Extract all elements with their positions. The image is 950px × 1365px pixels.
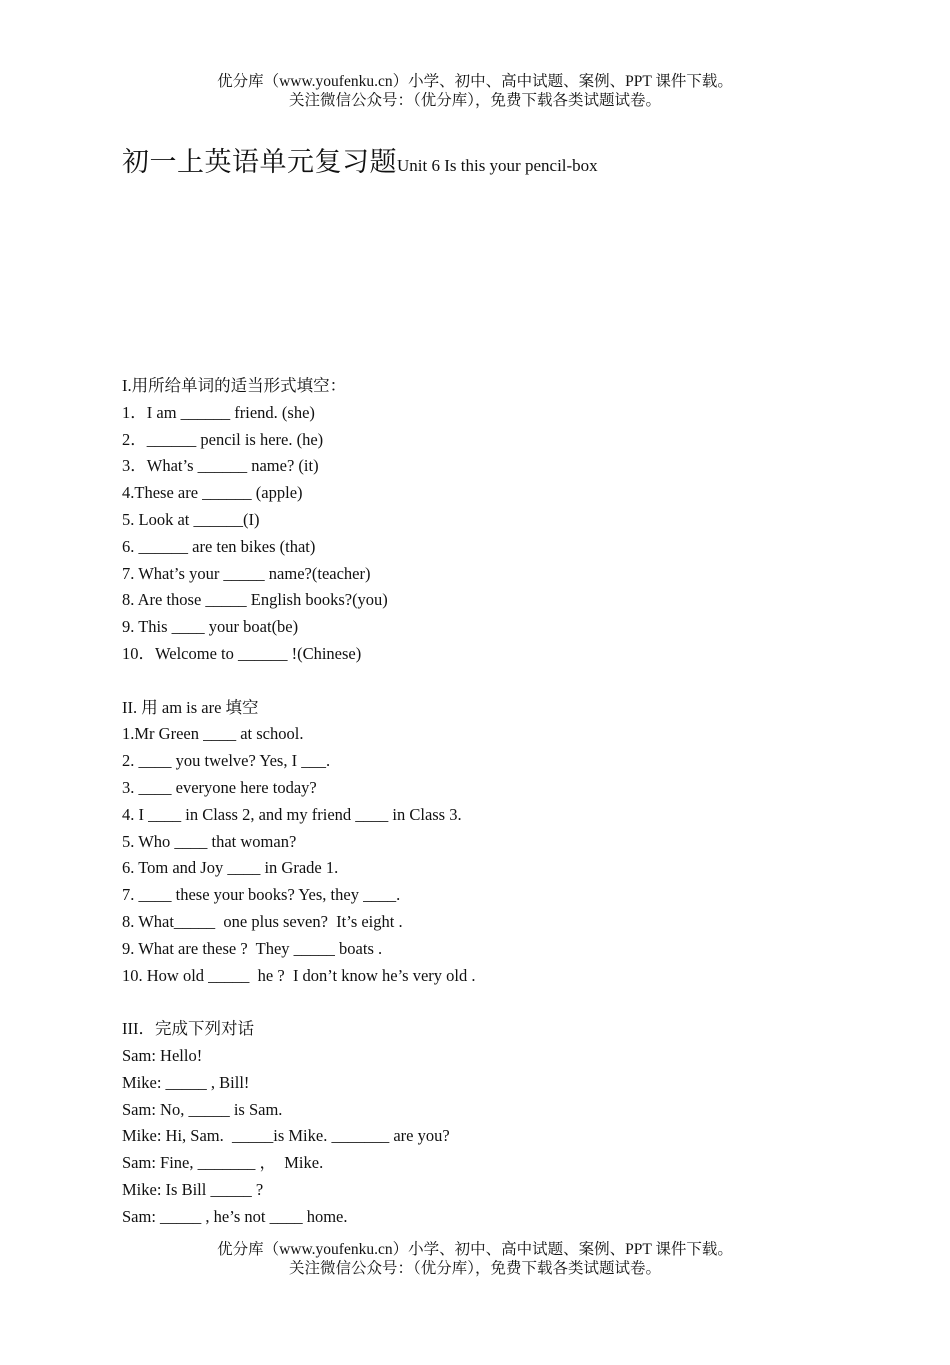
section-spacer [122,989,882,1016]
exercise-item: 2．______ pencil is here. (he) [122,429,324,449]
exercise-item: 4. I ____ in Class 2, and my friend ____ in Class 3. [122,804,462,824]
exercise-item: 1.Mr Green ____ at school. [122,724,304,744]
exercise-item: 9. What are these ? They _____ boats . [122,938,383,958]
exercise-item: 7. ____ these your books? Yes, they ____. [122,885,401,905]
exercise-item: 6. ______ are ten bikes (that) [122,536,316,556]
dialogue-line: Sam: No, _____ is Sam. [122,1099,283,1119]
section-spacer [122,668,882,695]
header-line-2: 关注微信公众号：（优分库），免费下载各类试题试卷。 [288,92,661,109]
exercise-item: 5. Who ____ that woman? [122,831,297,851]
exercise-item: 10．Welcome to ______ !(Chinese) [122,643,362,663]
title-chinese: 初一上英语单元复习题 [122,147,397,177]
exercise-item: 9. This ____ your boat(be) [122,617,299,637]
section-3 [122,1016,882,1230]
exercise-item: 4.These are ______ (apple) [122,483,303,503]
dialogue-line: Mike: Is Bill _____ ? [122,1179,264,1199]
dialogue-line: Mike: Hi, Sam. _____is Mike. _______ are you? [122,1126,450,1146]
exercise-item: 2. ____ you twelve? Yes, I ___. [122,751,331,771]
exercise-item: 8. Are those _____ English books?(you) [122,590,388,610]
section-3-heading: III．完成下列对话 [122,1019,254,1039]
exercise-item: 8. What_____ one plus seven? It’s eight . [122,911,403,931]
exercise-item: 10. How old _____ he ? I don’t know he’s very old . [122,965,476,985]
dialogue-line: Sam: _____ , he’s not ____ home. [122,1206,348,1226]
title-english: Unit 6 Is this your pencil-box [397,156,598,175]
section-2 [122,695,882,990]
exercise-item: 1．I am ______ friend. (she) [122,402,315,422]
header-line-1: 优分库（www.youfenku.cn）小学、初中、高中试题、案例、PPT 课件下载。 [217,73,733,90]
exercise-item: 3. ____ everyone here today? [122,777,317,797]
dialogue-line: Mike: _____ , Bill! [122,1072,250,1092]
dialogue-line: Sam: Fine, _______ ， Mike. [122,1153,324,1173]
exercise-item: 6. Tom and Joy ____ in Grade 1. [122,858,339,878]
page-footer [0,1240,950,1278]
exercise-item: 7. What’s your _____ name?(teacher) [122,563,371,583]
page-header [0,72,950,110]
footer-line-1: 优分库（www.youfenku.cn）小学、初中、高中试题、案例、PPT 课件下载。 [217,1241,733,1258]
document-title [122,140,598,179]
section-1 [122,373,882,668]
dialogue-line: Sam: Hello! [122,1045,203,1065]
exercise-content [122,373,882,1231]
footer-line-2: 关注微信公众号：（优分库），免费下载各类试题试卷。 [288,1260,661,1277]
section-1-heading: I.用所给单词的适当形式填空： [122,376,347,395]
exercise-item: 5. Look at ______(I) [122,509,260,529]
exercise-item: 3．What’s ______ name? (it) [122,456,319,476]
section-2-heading: II. 用 am is are 填空 [122,697,259,717]
